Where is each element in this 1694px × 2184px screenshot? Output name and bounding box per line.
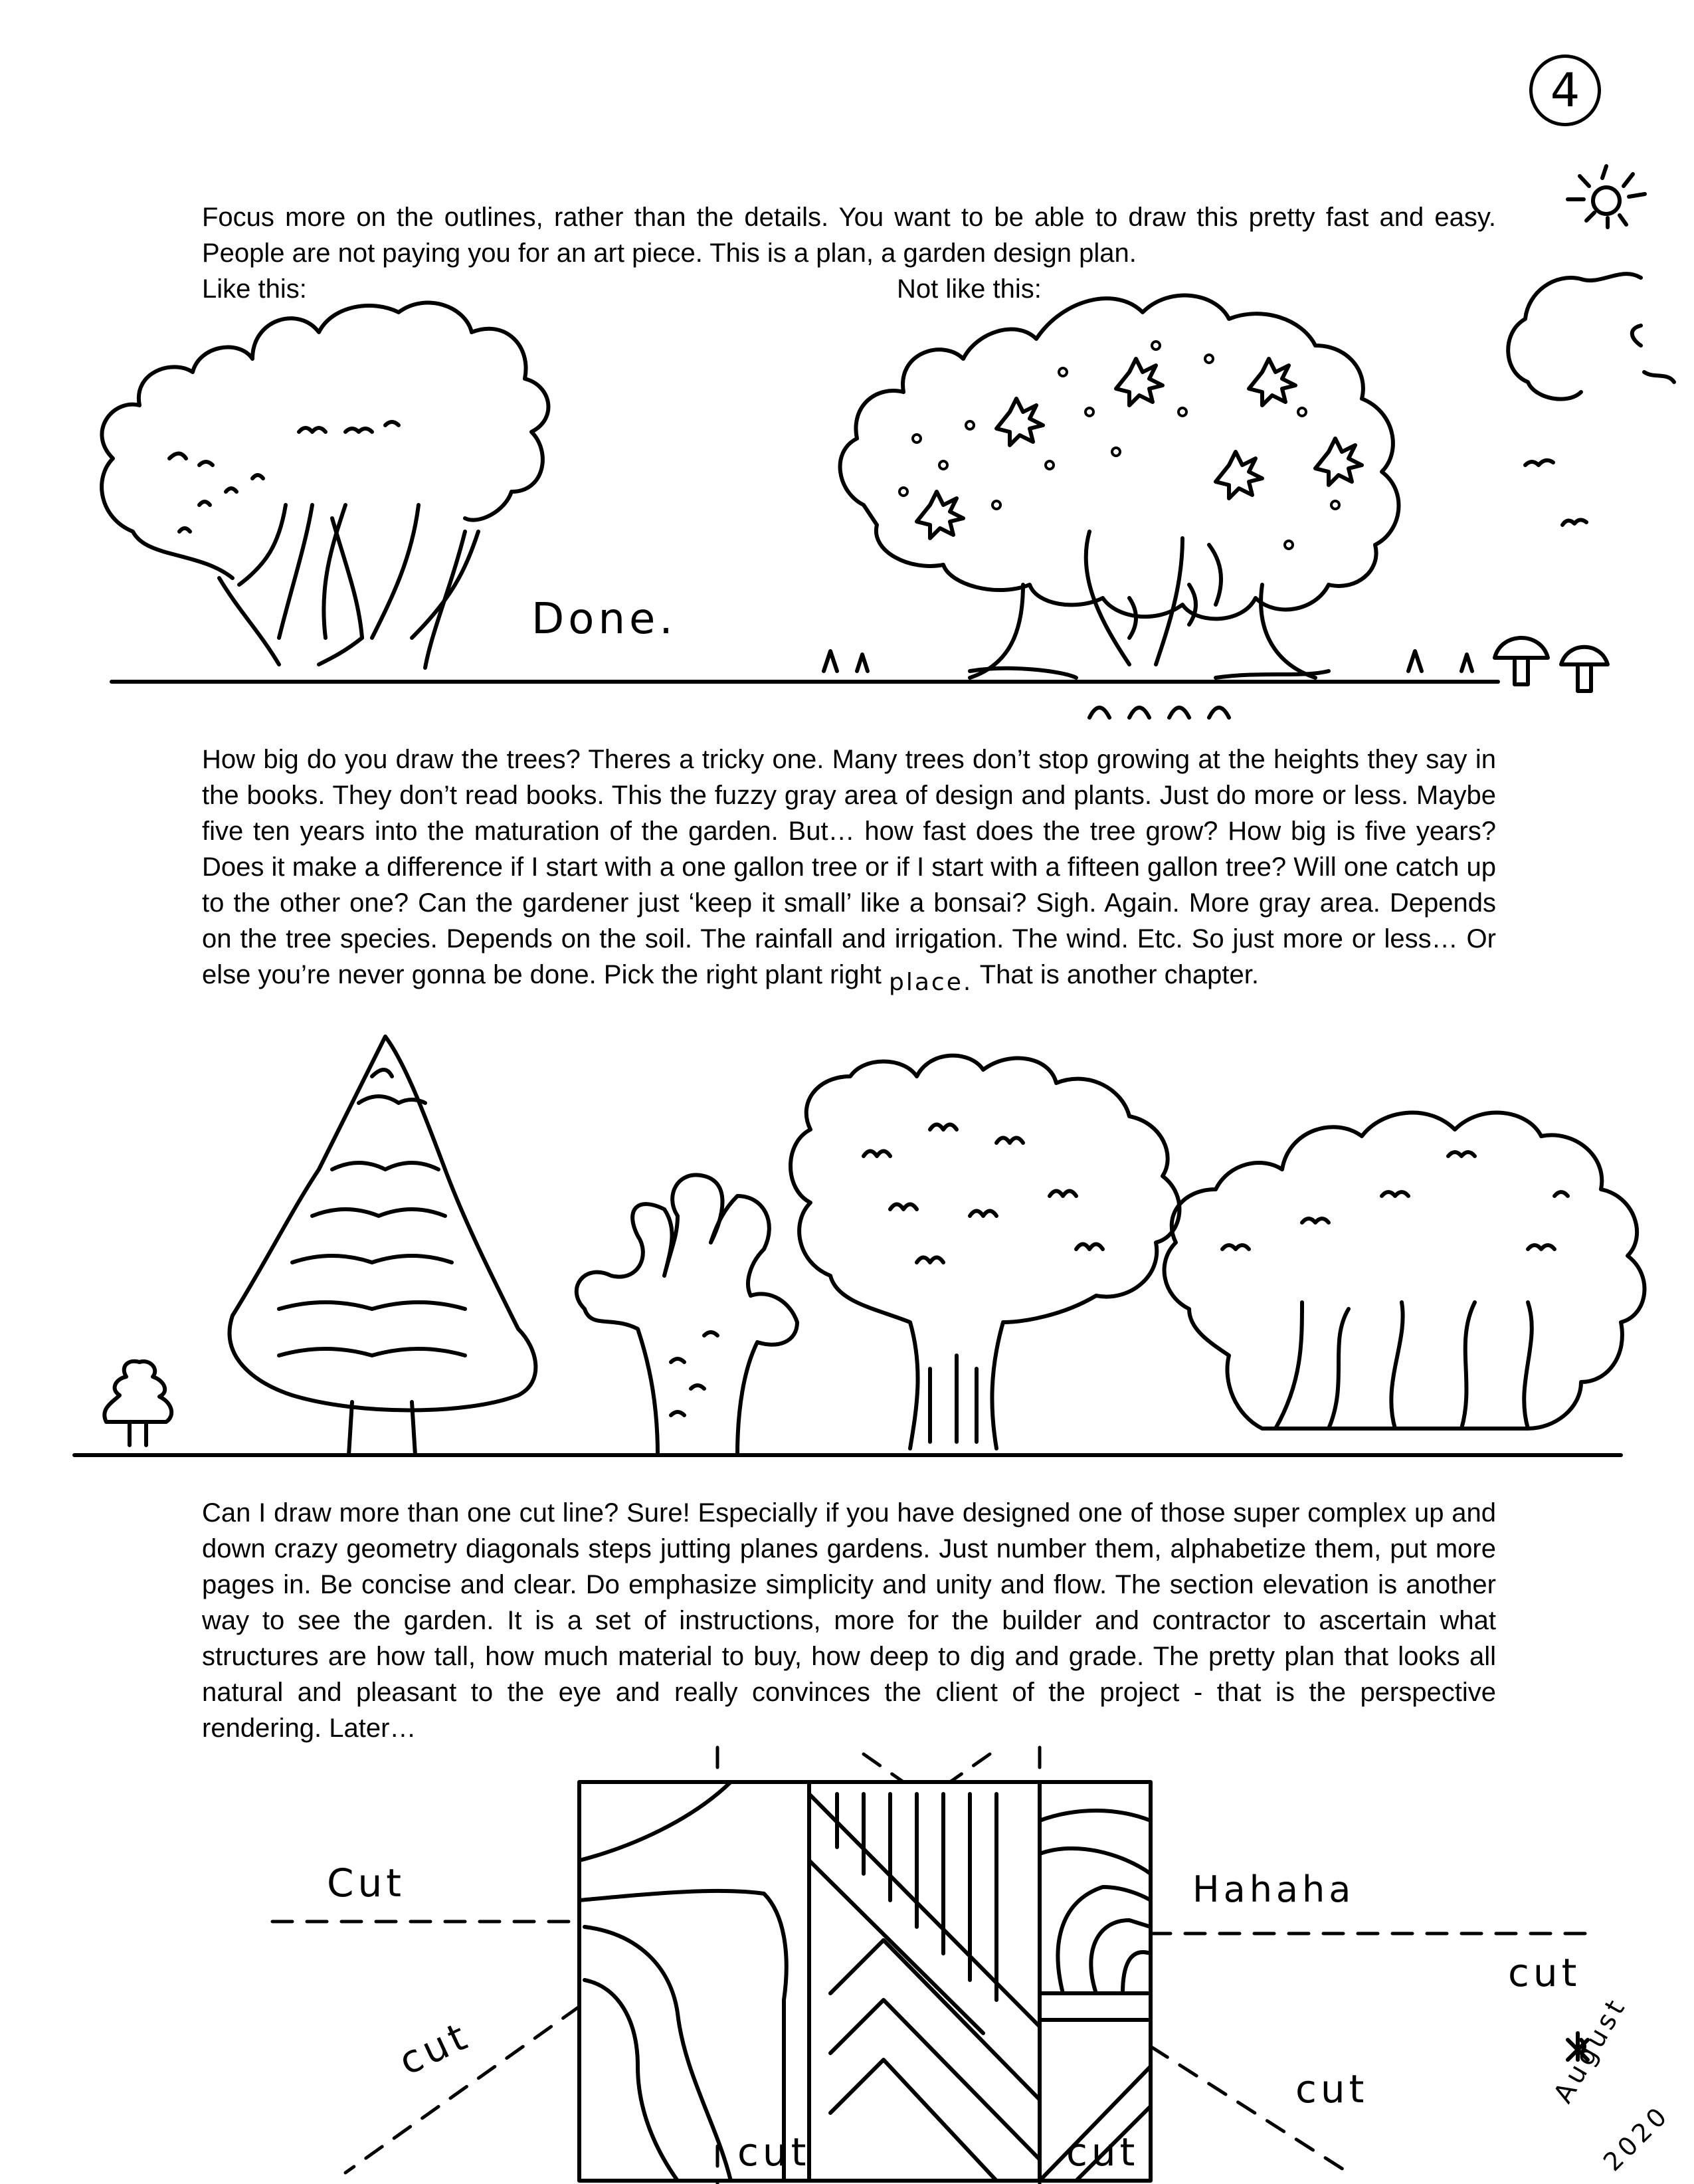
not-like-this-label: Not like this: [897, 274, 1042, 304]
intro-paragraph: Focus more on the outlines, rather than the details. You want to be able to draw this pretty fast and easy. People are not paying you for an art piece. This is a plan, a garden design plan. [202, 203, 1496, 268]
bird-icon [1525, 460, 1553, 465]
handwritten-place: place. [889, 969, 973, 996]
laugh-note: Hahaha [1192, 1868, 1355, 1910]
cloud-icon [1508, 274, 1641, 399]
cut-label-right: cut [1508, 1950, 1581, 1995]
cut-lines-paragraph: Can I draw more than one cut line? Sure! Especially if you have designed one of those super complex up and down crazy geometry diagonals steps jutting planes gardens. Just number them, alphabetize them, put more pages in. Be concise and clear. Do emphasize simplicity and unity and flow. The section elevation is another way to see the garden. It is a set of instructions, more for the builder and contractor to ascertain what structures are how tall, how much material to buy, how deep to dig and grade. The pretty plan that looks all natural and pleasant to the eye and really convinces the client of the project - that is the perspective rendering. Later… [202, 1498, 1496, 1743]
tree-size-text-end: That is another chapter. [979, 960, 1259, 989]
cut-label-left: Cut [327, 1860, 405, 1906]
cut-label-bottom-left: cut [737, 2130, 810, 2175]
cut-line-diagram [272, 1747, 1594, 2184]
simple-tree-drawing [102, 303, 548, 668]
tree-size-text: How big do you draw the trees? Theres a tricky one. Many trees don’t stop growing at the heights they say in the books. They don’t read books. This the fuzzy gray area of design and plants. Just do more or less. Maybe five ten years into the maturation of the garden. But… how fast does the tree grow? How big is five years? Does it make a difference if I start with a one gallon tree or if I start with a fifteen gallon tree? Will one catch up to the other one? Can the gardener just ‘keep it small’ like a bonsai? Sigh. Again. More gray area. Depends on the tree species. Depends on the soil. The rainfall and irrigation. The wind. Etc. So just more or less… Or else you’re never gonna be done. Pick the right plant right [202, 745, 1496, 989]
cut-label-diagonal-left: cut [392, 2012, 477, 2084]
sun-icon [1568, 166, 1645, 227]
signature-mark [1568, 2033, 1588, 2060]
done-note: Done. [531, 595, 677, 644]
page-number: 4 [1529, 54, 1601, 126]
mushroom-icon [1495, 638, 1548, 684]
like-this-label: Like this: [202, 274, 307, 304]
cut-label-diagonal-right: cut [1295, 2066, 1368, 2112]
tree-size-comparison [104, 1037, 1644, 1455]
cut-label-bottom-right: cut [1066, 2130, 1139, 2175]
bird-icon [1562, 520, 1586, 525]
detailed-tree-drawing [824, 296, 1608, 718]
mushroom-icon [1561, 647, 1608, 691]
signature-year: 2020 [1598, 2099, 1675, 2177]
signature-month: August [1548, 1991, 1633, 2108]
